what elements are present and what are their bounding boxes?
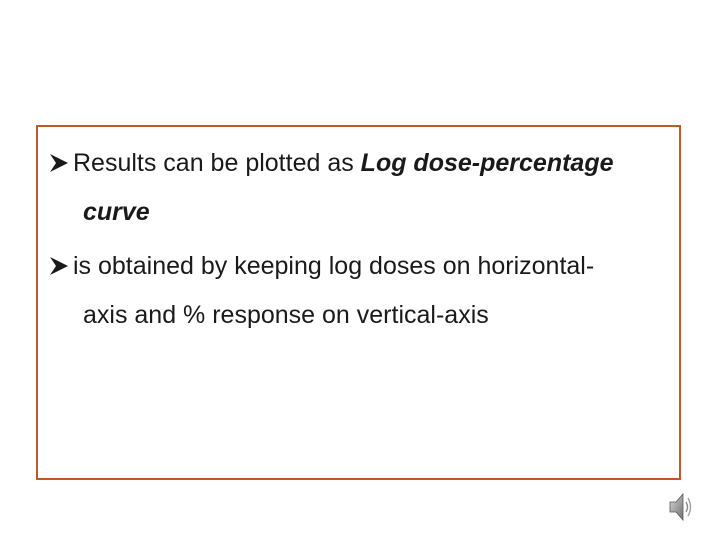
bullet-1-emphasis: Log dose-percentage	[360, 149, 614, 177]
arrow-bullet-icon	[48, 139, 72, 188]
arrow-bullet-icon	[48, 242, 72, 291]
bullet-text-1	[73, 139, 678, 237]
bullet-text-2	[73, 242, 678, 340]
speaker-icon[interactable]	[668, 490, 694, 524]
bullet-1-continuation: curve	[83, 198, 150, 226]
bullet-item-2	[48, 242, 678, 340]
bullet-2-line1: is obtained by keeping log doses on horizontal-	[73, 252, 595, 280]
bullet-1-prefix: Results can be plotted as	[73, 149, 361, 177]
content-text-box	[36, 125, 681, 480]
bullet-item-1	[48, 139, 678, 237]
bullet-2-line2: axis and % response on vertical-axis	[83, 301, 489, 329]
